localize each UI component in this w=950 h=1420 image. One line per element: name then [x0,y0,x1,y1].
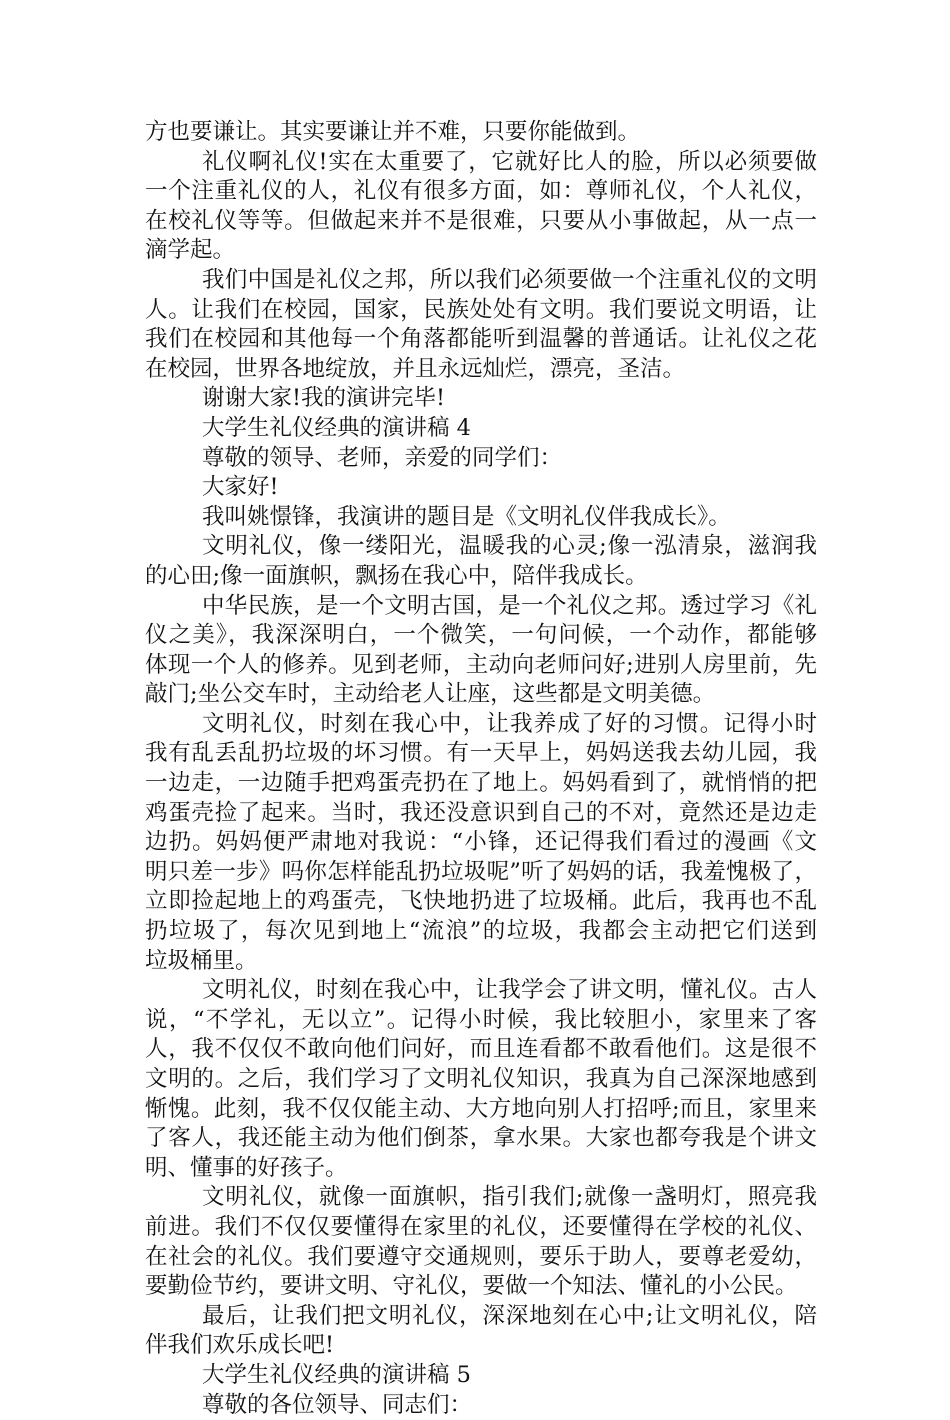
text-line: 在校礼仪等等。但做起来并不是很难，只要从小事做起，从一点一 [145,207,817,234]
text-line: 在社会的礼仪。我们要遵守交通规则，要乐于助人，要尊老爱幼， [145,1243,817,1270]
text-line: 大学生礼仪经典的演讲稿 4 [202,414,471,441]
text-line: 我有乱丢乱扔垃圾的坏习惯。有一天早上，妈妈送我去幼儿园，我 [145,740,817,767]
text-line: 文明礼仪，就像一面旗帜，指引我们;就像一盏明灯，照亮我 [202,1184,817,1211]
text-line: 中华民族，是一个文明古国，是一个礼仪之邦。透过学习《礼 [202,592,817,619]
text-line: 要勤俭节约，要讲文明、守礼仪，要做一个知法、懂礼的小公民。 [145,1273,798,1300]
text-line: 前进。我们不仅仅要懂得在家里的礼仪，还要懂得在学校的礼仪、 [145,1213,817,1240]
text-line: 方也要谦让。其实要谦让并不难，只要你能做到。 [145,119,641,145]
text-line: 人，我不仅仅不敢向他们问好，而且连看都不敢看他们。这是很不 [145,1036,817,1063]
text-line: 体现一个人的修养。见到老师，主动向老师问好;进别人房里前，先 [145,651,817,678]
text-line: 在校园，世界各地绽放，并且永远灿烂，漂亮，圣洁。 [145,355,686,382]
text-line: 大家好! [202,474,279,501]
text-line: 谢谢大家!我的演讲完毕! [202,385,446,412]
text-line: 文明礼仪，像一缕阳光，温暖我的心灵;像一泓清泉，滋润我 [202,533,817,560]
document-page [145,118,817,1420]
text-line: 边扔。妈妈便严肃地对我说：“小锋，还记得我们看过的漫画《文 [145,829,817,856]
text-line: 仪之美》，我深深明白，一个微笑，一句问候，一个动作，都能够 [145,622,817,649]
text-line: 垃圾桶里。 [145,947,258,974]
text-line: 惭愧。此刻，我不仅仅能主动、大方地向别人打招呼;而且，家里来 [145,1095,817,1122]
text-line: 礼仪啊礼仪!实在太重要了，它就好比人的脸，所以必须要做 [202,148,817,175]
text-line: 最后，让我们把文明礼仪，深深地刻在心中;让文明礼仪，陪 [202,1302,817,1329]
text-line: 明、懂事的好孩子。 [145,1154,348,1181]
text-line: 说，“不学礼，无以立”。记得小时候，我比较胆小，家里来了客 [145,1006,817,1033]
text-line: 一边走，一边随手把鸡蛋壳扔在了地上。妈妈看到了，就悄悄的把 [145,770,817,797]
text-line: 文明的。之后，我们学习了文明礼仪知识，我真为自己深深地感到 [145,1066,817,1092]
text-line: 立即捡起地上的鸡蛋壳，飞快地扔进了垃圾桶。此后，我再也不乱 [145,888,817,915]
text-line: 扔垃圾了，每次见到地上“流浪”的垃圾，我都会主动把它们送到 [145,918,817,945]
text-line: 敲门;坐公交车时，主动给老人让座，这些都是文明美德。 [145,681,716,708]
text-line: 尊敬的领导、老师，亲爱的同学们： [202,444,563,471]
text-line: 明只差一步》吗你怎样能乱扔垃圾呢”听了妈妈的话，我羞愧极了， [145,858,817,885]
text-line: 我们在校园和其他每一个角落都能听到温馨的普通话。让礼仪之花 [145,326,817,353]
text-line: 了客人，我还能主动为他们倒茶，拿水果。大家也都夸我是个讲文 [145,1125,817,1152]
text-line: 的心田;像一面旗帜，飘扬在我心中，陪伴我成长。 [145,562,648,589]
text-line: 伴我们欢乐成长吧! [145,1332,335,1359]
text-line: 鸡蛋壳捡了起来。当时，我还没意识到自己的不对，竟然还是边走 [145,799,817,826]
text-line: 一个注重礼仪的人，礼仪有很多方面，如：尊师礼仪，个人礼仪， [145,178,817,205]
text-line: 大学生礼仪经典的演讲稿 5 [202,1361,471,1388]
text-line: 文明礼仪，时刻在我心中，让我养成了好的习惯。记得小时 [202,710,817,737]
text-line: 我们中国是礼仪之邦，所以我们必须要做一个注重礼仪的文明 [202,266,817,293]
text-line: 我叫姚憬锋，我演讲的题目是《文明礼仪伴我成长》。 [202,503,731,530]
text-line: 尊敬的各位领导、同志们： [202,1391,473,1418]
text-line: 滴学起。 [145,237,236,264]
text-line: 人。让我们在校园，国家，民族处处有文明。我们要说文明语，让 [145,296,817,323]
text-line: 文明礼仪，时刻在我心中，让我学会了讲文明，懂礼仪。古人 [202,977,817,1004]
